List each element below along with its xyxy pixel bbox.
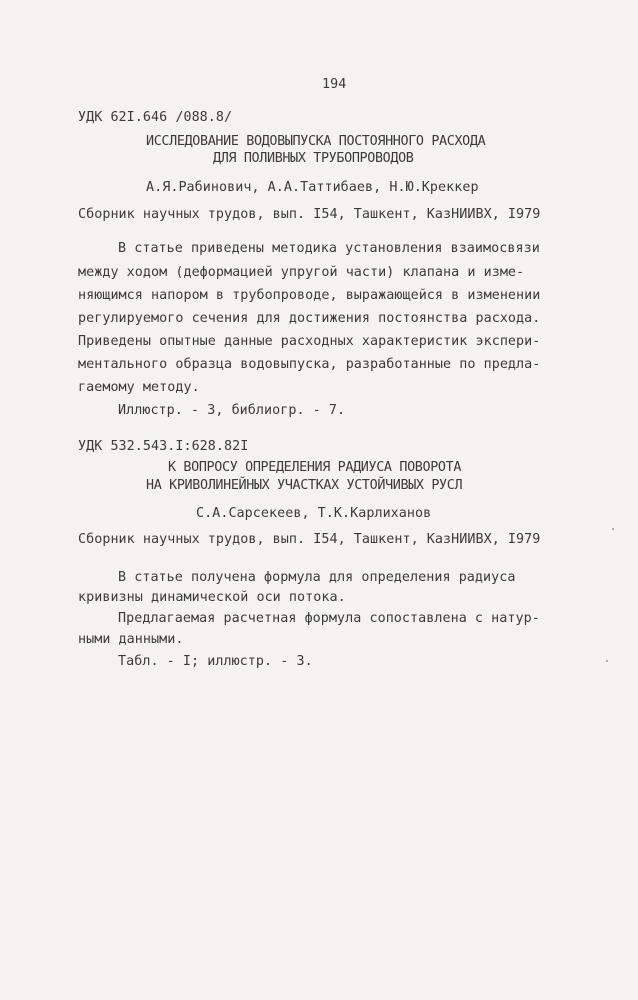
- abstract-line: ментального образца водовыпуска, разработанные по предла-: [78, 357, 541, 372]
- abstract-line: няющимся напором в трубопроводе, выражающейся в изменении: [78, 288, 541, 303]
- udk-code: УДК 532.543.I:628.82I: [78, 439, 249, 454]
- source-citation: Сборник научных трудов, вып. I54, Ташкент, КазНИИВХ, I979: [78, 532, 541, 547]
- abstract-line: ными данными.: [78, 632, 184, 647]
- abstract-line: В статье получена формула для определения радиуса: [118, 570, 516, 585]
- scan-speck: [606, 660, 608, 662]
- abstract-line: гаемому методу.: [78, 380, 200, 395]
- source-citation: Сборник научных трудов, вып. I54, Ташкент, КазНИИВХ, I979: [78, 207, 541, 222]
- scan-speck: [612, 528, 614, 530]
- page-number: 194: [322, 77, 347, 92]
- udk-code: УДК 62I.646 /088.8/: [78, 110, 233, 125]
- article-title-line: К ВОПРОСУ ОПРЕДЕЛЕНИЯ РАДИУСА ПОВОРОТА: [168, 460, 462, 475]
- abstract-line: между ходом (деформацией упругой части) клапана и изме-: [78, 265, 525, 280]
- article-title-line: ДЛЯ ПОЛИВНЫХ ТРУБОПРОВОДОВ: [213, 151, 414, 166]
- article-title-line: ИССЛЕДОВАНИЕ ВОДОВЫПУСКА ПОСТОЯННОГО РАСХОДА: [146, 134, 486, 149]
- abstract-line: Предлагаемая расчетная формула сопоставлена с натур-: [118, 611, 540, 626]
- abstract-line: кривизны динамической оси потока.: [78, 590, 346, 605]
- tables-note: Табл. - I; иллюстр. - 3.: [118, 654, 313, 669]
- article-title-line: НА КРИВОЛИНЕЙНЫХ УЧАСТКАХ УСТОЙЧИВЫХ РУСЛ: [146, 478, 463, 493]
- abstract-line: Приведены опытные данные расходных характеристик экспери-: [78, 334, 541, 349]
- article-authors: С.А.Сарсекеев, Т.К.Карлиханов: [196, 506, 432, 521]
- abstract-line: В статье приведены методика установления взаимосвязи: [118, 241, 540, 256]
- abstract-line: регулируемого сечения для достижения постоянства расхода.: [78, 311, 541, 326]
- illustrations-note: Иллюстр. - 3, библиогр. - 7.: [118, 403, 346, 418]
- article-authors: А.Я.Рабинович, А.А.Таттибаев, Н.Ю.Креккер: [146, 180, 479, 195]
